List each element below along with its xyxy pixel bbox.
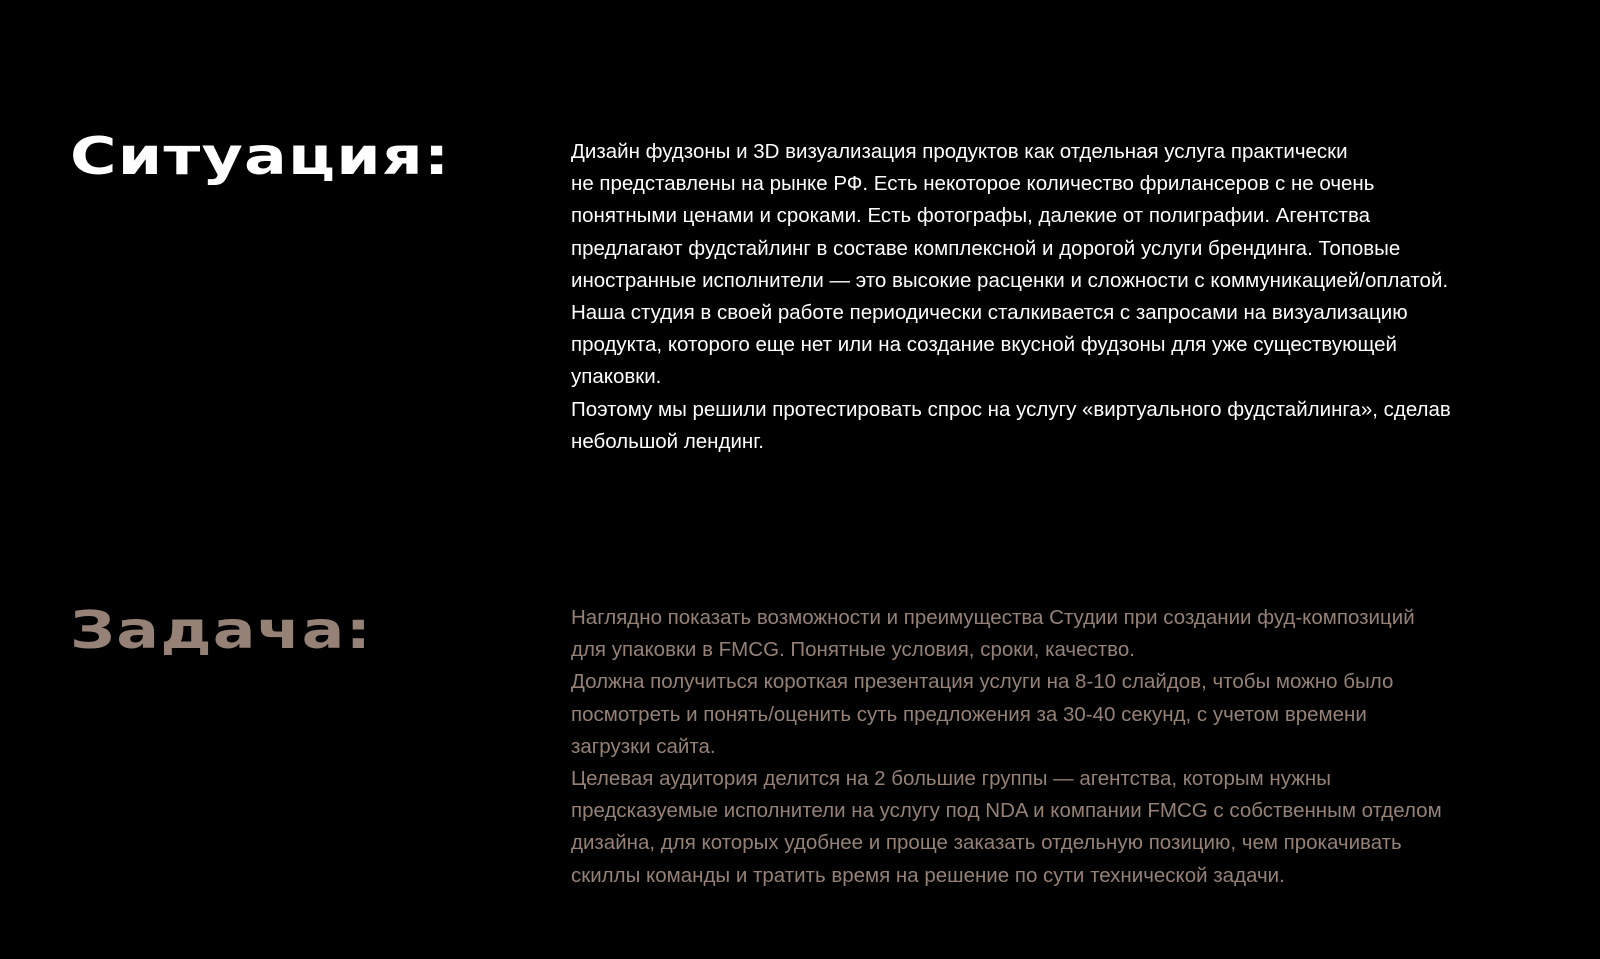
- task-heading: Задача:: [70, 601, 373, 661]
- task-line: скиллы команды и тратить время на решение по сути технической задачи.: [571, 863, 1285, 887]
- situation-line: небольшой лендинг.: [571, 429, 764, 453]
- situation-line: упаковки.: [571, 365, 662, 389]
- task-line: предсказуемые исполнители на услугу под NDA и компании FMCG с собственным отделом: [571, 799, 1442, 823]
- task-line: Должна получиться короткая презентация услуги на 8-10 слайдов, чтобы можно было: [571, 670, 1394, 694]
- task-line: Целевая аудитория делится на 2 большие группы — агентства, которым нужны: [571, 767, 1331, 791]
- situation-line: предлагают фудстайлинг в составе комплексной и дорогой услуги брендинга. Топовые: [571, 236, 1401, 260]
- situation-heading: Ситуация:: [70, 127, 451, 187]
- situation-line: понятными ценами и сроками. Есть фотографы, далекие от полиграфии. Агентства: [571, 204, 1371, 228]
- task-line: посмотреть и понять/оценить суть предложения за 30-40 секунд, с учетом времени: [571, 702, 1367, 726]
- situation-description: [571, 136, 1531, 458]
- task-line: для упаковки в FMCG. Понятные условия, сроки, качество.: [571, 638, 1135, 662]
- situation-line: иностранные исполнители — это высокие расценки и сложности с коммуникацией/оплатой.: [571, 268, 1449, 292]
- task-description: [571, 602, 1531, 892]
- situation-line: не представлены на рынке РФ. Есть некоторое количество фрилансеров с не очень: [571, 172, 1375, 196]
- task-line: загрузки сайта.: [571, 734, 716, 758]
- situation-line: Наша студия в своей работе периодически сталкивается с запросами на визуализацию: [571, 301, 1408, 325]
- task-line: дизайна, для которых удобнее и проще заказать отдельную позицию, чем прокачивать: [571, 831, 1402, 855]
- situation-line: Дизайн фудзоны и 3D визуализация продуктов как отдельная услуга практически: [571, 140, 1348, 163]
- situation-line: продукта, которого еще нет или на создание вкусной фудзоны для уже существующей: [571, 333, 1397, 357]
- task-line: Наглядно показать возможности и преимущества Студии при создании фуд-композиций: [571, 606, 1415, 629]
- situation-line: Поэтому мы решили протестировать спрос на услугу «виртуального фудстайлинга», сделав: [571, 397, 1451, 421]
